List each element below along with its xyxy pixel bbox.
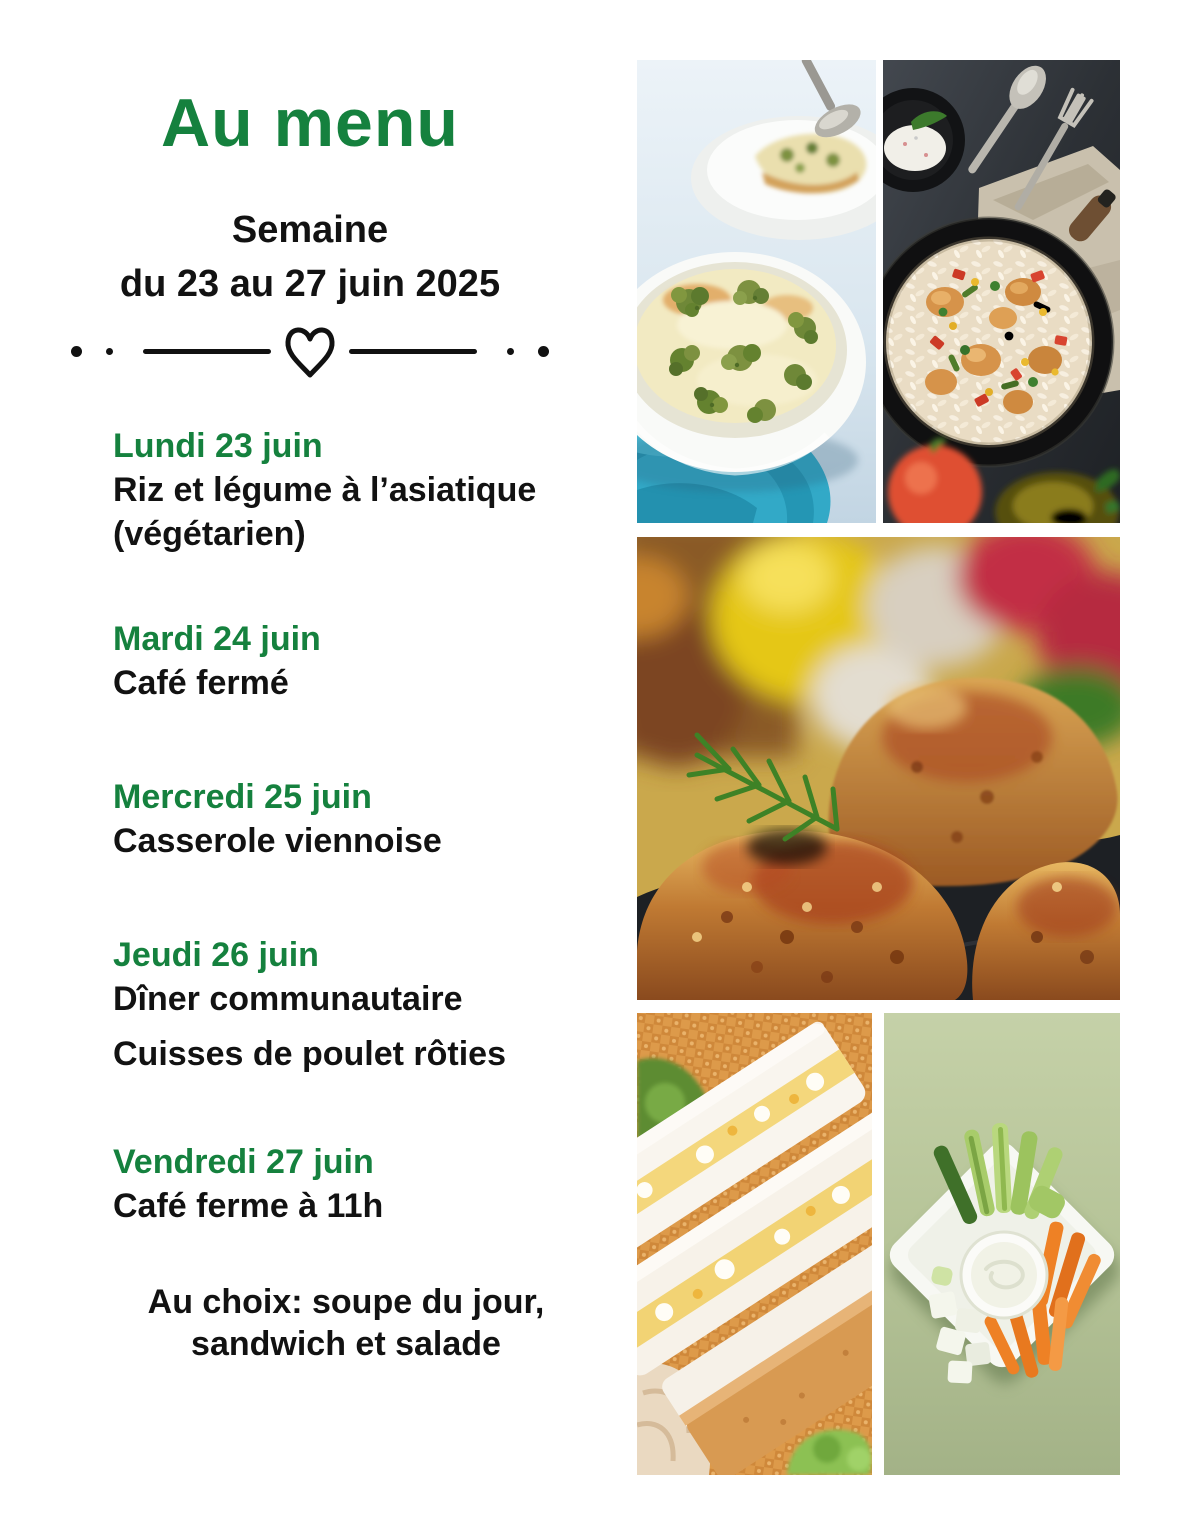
dot-icon <box>507 348 514 355</box>
dot-icon <box>106 348 113 355</box>
day-item: Cuisses de poulet rôties <box>113 1035 506 1073</box>
day-heading: Jeudi 26 juin <box>113 936 319 974</box>
day-heading: Vendredi 27 juin <box>113 1143 374 1181</box>
footer-note <box>113 1281 579 1365</box>
day-item: Riz et légume à l’asiatique (végétarien) <box>113 471 537 553</box>
heart-divider <box>55 322 565 380</box>
dot-icon <box>538 346 549 357</box>
day-block-jeudi <box>113 933 591 1076</box>
day-block-mercredi <box>113 775 591 863</box>
photo-egg-sandwich <box>637 1013 872 1475</box>
day-heading: Mercredi 25 juin <box>113 778 372 816</box>
photo-chicken-rice-pan <box>883 60 1120 523</box>
photo-broccoli-casserole <box>637 60 876 523</box>
day-item: Dîner communautaire <box>113 980 463 1018</box>
day-heading: Mardi 24 juin <box>113 620 321 658</box>
day-heading: Lundi 23 juin <box>113 427 323 465</box>
footer-note-line-2: sandwich et salade <box>191 1325 501 1363</box>
footer-note-line-1: Au choix: soupe du jour, <box>147 1283 545 1321</box>
day-item: Café ferme à 11h <box>113 1187 384 1225</box>
day-block-mardi <box>113 617 591 705</box>
photo-roasted-chicken <box>637 537 1120 1000</box>
page-title: Au menu <box>161 85 459 161</box>
subtitle-line-2: du 23 au 27 juin 2025 <box>119 263 501 305</box>
subtitle <box>55 203 565 311</box>
day-block-vendredi <box>113 1140 591 1228</box>
day-item: Café fermé <box>113 664 289 702</box>
subtitle-line-1: Semaine <box>231 209 389 251</box>
divider-line <box>143 349 271 354</box>
day-block-lundi <box>113 424 591 556</box>
dot-icon <box>71 346 82 357</box>
photo-veggie-platter <box>884 1013 1120 1475</box>
divider-line <box>349 349 477 354</box>
heart-icon <box>283 322 337 380</box>
day-item: Casserole viennoise <box>113 822 442 860</box>
